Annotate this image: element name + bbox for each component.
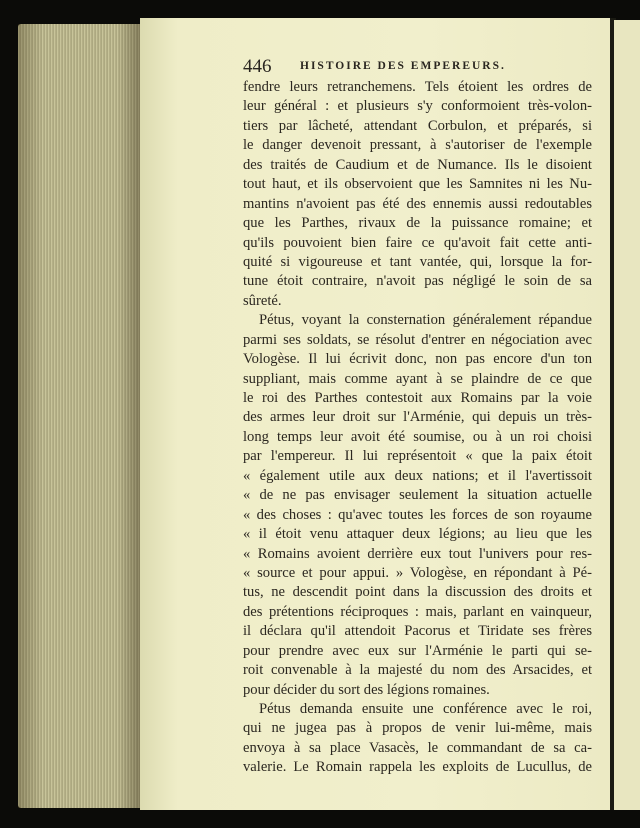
text-line: le danger devenoit pressant, à s'autoriser de l'exemple — [243, 137, 592, 154]
text-line: qui ne jugea pas à propos de venir lui-même, mais — [243, 720, 592, 737]
text-line: « il étoit venu attaquer deux légions; au lieu que les — [243, 526, 592, 543]
facing-page-edge — [614, 20, 640, 810]
body-text — [243, 78, 592, 778]
text-line: long temps leur avoit été soumise, ou à un roi choisi — [243, 428, 592, 445]
text-line: « également utile aux deux nations; et il l'avertissoit — [243, 467, 592, 484]
text-line: Pétus demanda ensuite une conférence avec le roi, — [259, 701, 592, 717]
text-line: des armes leur droit sur l'Arménie, qui depuis un très- — [243, 409, 592, 426]
page-number: 446 — [243, 56, 272, 77]
text-line: roit convenable à la majesté du nom des Arsacides, et — [243, 662, 592, 679]
text-line: parmi ses soldats, se résolut d'entrer en négociation avec — [243, 331, 592, 348]
text-line: sûreté. — [243, 292, 282, 309]
text-line: « Romains avoient derrière eux tout l'univers pour res- — [243, 545, 592, 562]
page-edges-stack — [18, 24, 142, 808]
text-line: mantins n'avoient pas été des ennemis aussi redoutables — [243, 195, 592, 212]
text-line: valerie. Le Romain rappela les exploits de Lucullus, de — [243, 759, 592, 776]
running-header — [243, 56, 592, 78]
text-line: tiers par lâcheté, attendant Corbulon, et préparés, si — [243, 117, 592, 134]
text-line: il déclara qu'il attendoit Pacorus et Tiridate ses frères — [243, 623, 592, 640]
text-line: Pétus, voyant la consternation généralement répandue — [259, 312, 592, 329]
text-line: que les Parthes, rivaux de la puissance romaine; et — [243, 215, 592, 232]
text-line: le roi des Parthes contestoit aux Romains par la voie — [243, 390, 592, 406]
text-line: « des choses : qu'avec toutes les forces de son royaume — [243, 506, 592, 523]
text-line: des prétentions réciproques : mais, parlant en vainqueur, — [243, 603, 592, 620]
text-line: par l'empereur. Il lui représentoit « que la paix étoit — [243, 448, 592, 465]
text-line: leur général : et plusieurs s'y conformoient très-volon- — [243, 98, 592, 115]
text-line: « source et pour appui. » Vologèse, en répondant à Pé- — [243, 564, 592, 581]
text-line: quité si vigoureuse et tant vantée, qui, lorsque la for- — [243, 253, 592, 270]
text-line: pour prendre avec eux sur l'Arménie le parti qui se- — [243, 642, 592, 659]
text-line: tune étoit contraire, n'avoit pas négligé le soin de sa — [243, 273, 592, 290]
text-line: tus, ne descendit point dans la discussion des droits et — [243, 584, 592, 601]
text-line: fendre leurs retranchemens. Tels étoient les ordres de — [243, 79, 592, 95]
running-title: HISTOIRE DES EMPEREURS. — [300, 60, 506, 72]
text-line: tout haut, et ils observoient que les Samnites ni les Nu- — [243, 176, 592, 193]
text-line: « de ne pas envisager seulement la situation actuelle — [243, 487, 592, 504]
text-line: envoya à sa place Vasacès, le commandant de sa ca- — [243, 739, 592, 756]
text-line: Vologèse. Il lui écrivit donc, non pas encore d'un ton — [243, 351, 592, 368]
text-line: des traités de Caudium et de Numance. Ils le disoient — [243, 156, 592, 173]
text-line: qu'ils pouvoient bien faire ce qu'avoit fait cette anti- — [243, 234, 592, 251]
text-line: pour décider du sort des légions romaines. — [243, 681, 490, 698]
text-line: suppliant, mais comme ayant à se plaindre de ce que — [243, 370, 592, 387]
